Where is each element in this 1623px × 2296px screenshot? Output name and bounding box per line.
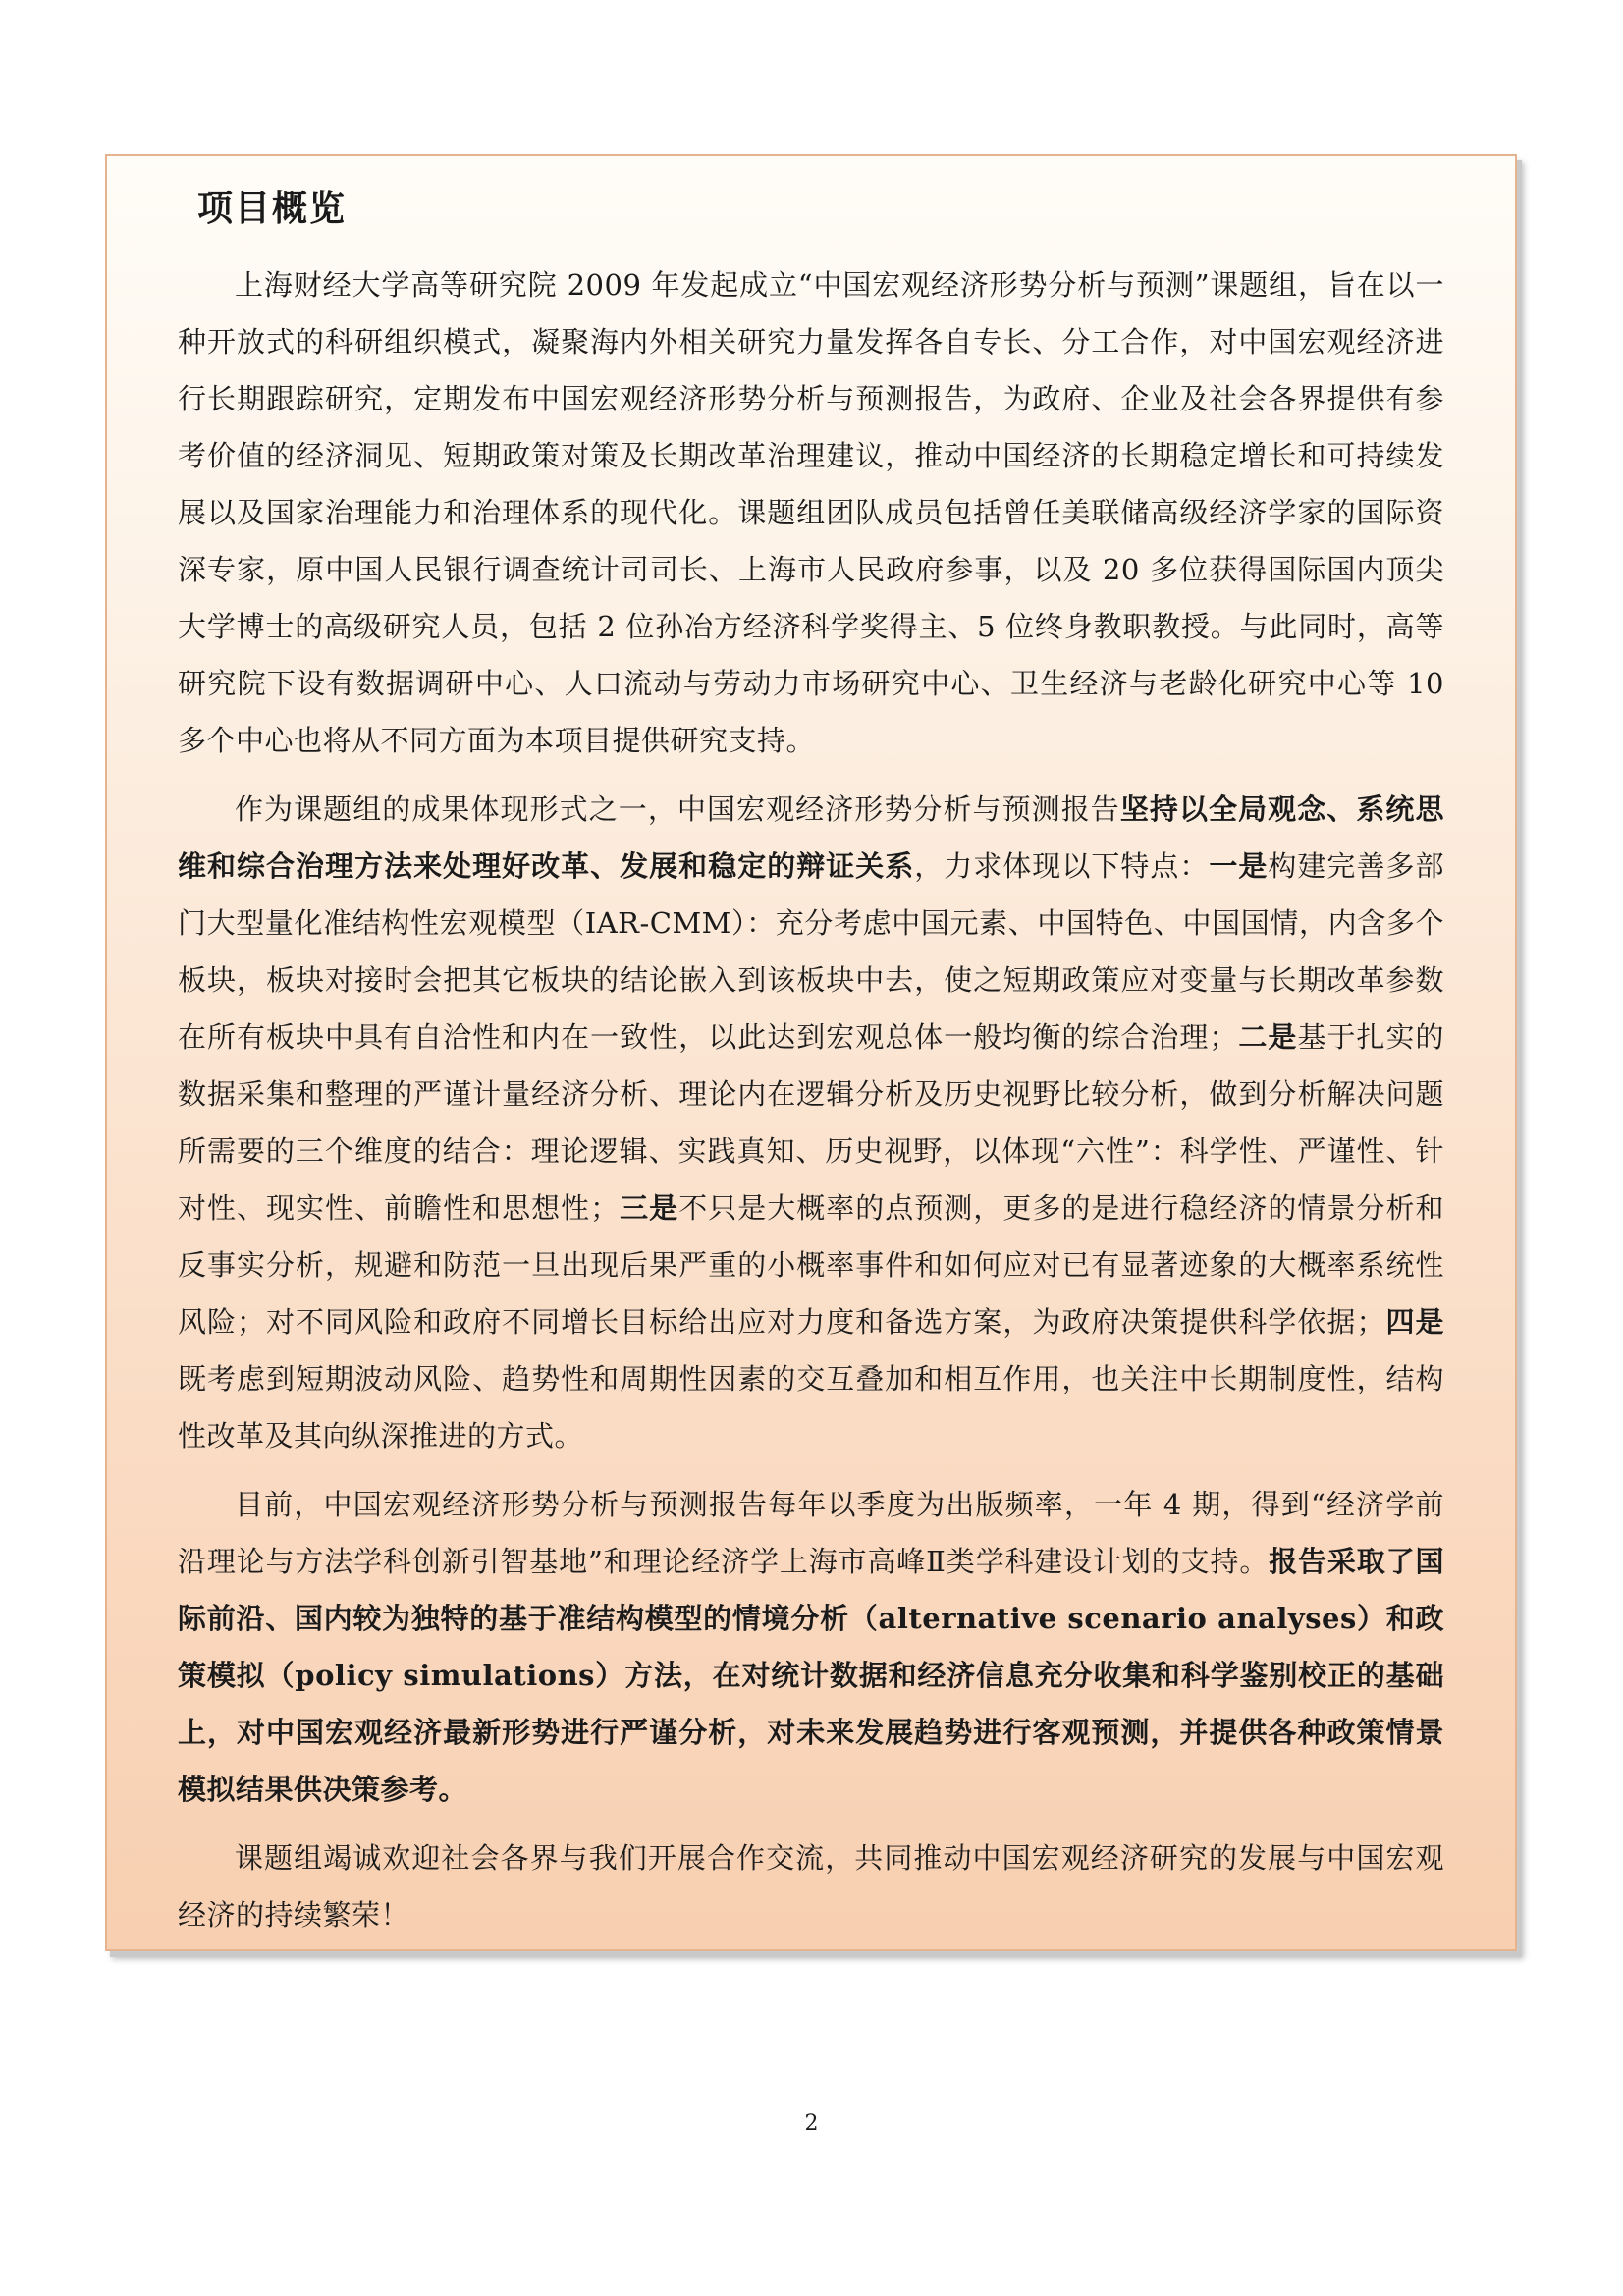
- text-span: 构建完善多部门大型量化准结构性宏观模型（IAR-CMM）：充分考虑中国元素、中国特色、中国国情，内含多个板块，板块对接时会把其它板块的结论嵌入到该板块中去，使之短期政策应对变量与长期改革参数在所有板块中具有自洽性和内在一致性，以此达到宏观总体一般均衡的综合治理；: [178, 849, 1444, 1055]
- page-number: 2: [804, 2111, 819, 2136]
- text-span: 作为课题组的成果体现形式之一，中国宏观经济形势分析与预测报告: [235, 793, 1120, 827]
- bold-span: 三是: [619, 1191, 679, 1226]
- paragraph-publication: [178, 1476, 1444, 1818]
- bold-span: 坚持以全局观念、系统思维和综合治理方法来处理好改革、发展和稳定的辩证关系: [178, 793, 1444, 884]
- text-span: 基于扎实的数据采集和整理的严谨计量经济分析、理论内在逻辑分析及历史视野比较分析，做到分析解决问题所需要的三个维度的结合：理论逻辑、实践真知、历史视野，以体现“六性”：科学性、严谨性、针对性、现实性、前瞻性和思想性；: [178, 1020, 1444, 1226]
- text-span: 目前，中国宏观经济形势分析与预测报告每年以季度为出版频率，一年 4 期，得到“经济学前沿理论与方法学科创新引智基地”和理论经济学上海市高峰Ⅱ类学科建设计划的支持。: [178, 1488, 1444, 1579]
- bold-span: 一是: [1209, 849, 1269, 884]
- bold-span: 四是: [1384, 1305, 1444, 1339]
- text-span: 不只是大概率的点预测，更多的是进行稳经济的情景分析和反事实分析，规避和防范一旦出现后果严重的小概率事件和如何应对已有显著迹象的大概率系统性风险；对不同风险和政府不同增长目标给出应对力度和备选方案，为政府决策提供科学依据；: [178, 1191, 1444, 1339]
- bold-span: 报告采取了国际前沿、国内较为独特的基于准结构模型的情境分析（alternative scenario analyses）和政策模拟（policy simulations）方法，在对统计数据和经济信息充分收集和科学鉴别校正的基础上，对中国宏观经济最新形势进行严谨分析，对未来发展趋势进行客观预测，并提供各种政策情景模拟结果供决策参考。: [178, 1545, 1444, 1807]
- paragraph-closing: 课题组竭诚欢迎社会各界与我们开展合作交流，共同推动中国宏观经济研究的发展与中国宏观经济的持续繁荣！: [178, 1841, 1444, 1933]
- bold-span: 二是: [1237, 1020, 1298, 1055]
- overview-box: [105, 154, 1517, 1951]
- section-title: 项目概览: [197, 188, 348, 229]
- paragraph-intro: 上海财经大学高等研究院 2009 年发起成立“中国宏观经济形势分析与预测”课题组，旨在以一种开放式的科研组织模式，凝聚海内外相关研究力量发挥各自专长、分工合作，对中国宏观经济进行长期跟踪研究，定期发布中国宏观经济形势分析与预测报告，为政府、企业及社会各界提供有参考价值的经济洞见、短期政策对策及长期改革治理建议，推动中国经济的长期稳定增长和可持续发展以及国家治理能力和治理体系的现代化。课题组团队成员包括曾任美联储高级经济学家的国际资深专家，原中国人民银行调查统计司司长、上海市人民政府参事，以及 20 多位获得国际国内顶尖大学博士的高级研究人员，包括 2 位孙冶方经济科学奖得主、5 位终身教职教授。与此同时，高等研究院下设有数据调研中心、人口流动与劳动力市场研究中心、卫生经济与老龄化研究中心等 10 多个中心也将从不同方面为本项目提供研究支持。: [178, 268, 1444, 758]
- paragraph-features: [178, 781, 1444, 1464]
- text-span: 既考虑到短期波动风险、趋势性和周期性因素的交互叠加和相互作用，也关注中长期制度性，结构性改革及其向纵深推进的方式。: [178, 1362, 1444, 1453]
- text-span: ，力求体现以下特点：: [914, 849, 1210, 884]
